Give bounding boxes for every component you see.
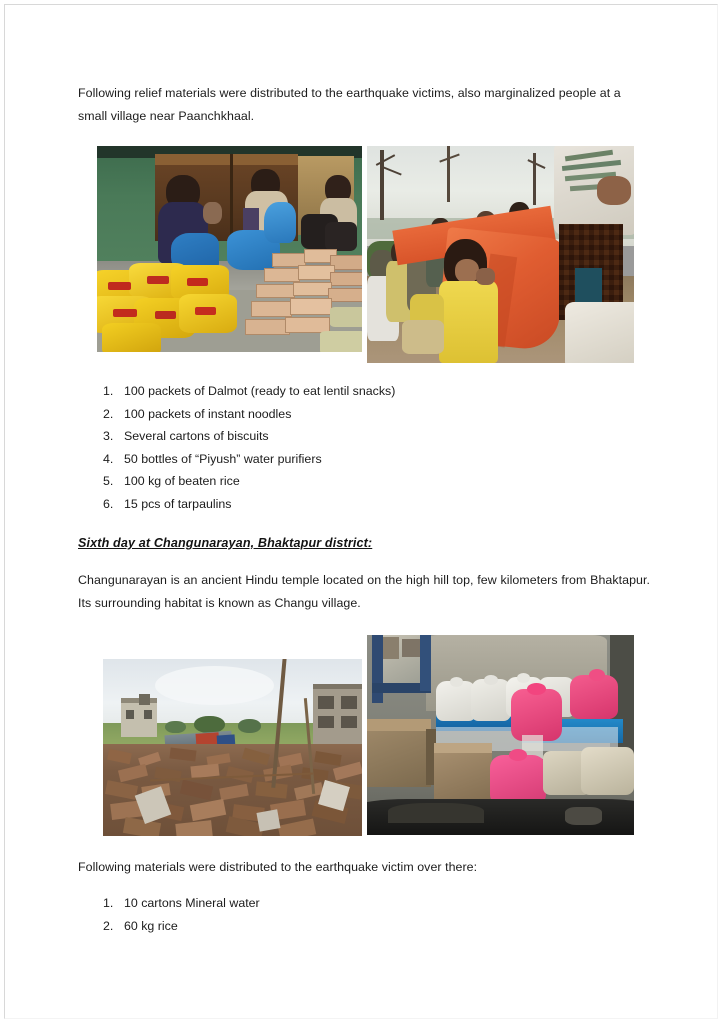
- spacer: [78, 128, 650, 146]
- list-item-label: 10 cartons Mineral water: [124, 896, 260, 910]
- list-item-number: 6.: [103, 496, 114, 511]
- list-item-label: 60 kg rice: [124, 918, 178, 933]
- spacer: [78, 553, 650, 569]
- list-item: [78, 403, 650, 426]
- list-item: [78, 493, 650, 516]
- photo-row-bottom: [78, 635, 650, 837]
- list-item-label: 100 kg of beaten rice: [124, 474, 240, 488]
- list-item: [78, 892, 650, 915]
- photo-relief-packing-indoors: [97, 146, 362, 352]
- paragraph-changunarayan: Changunarayan is an ancient Hindu temple located on the high hill top, few kilometers from Bhaktapur. Its surrounding habitat is known as Changu village.: [78, 573, 650, 610]
- spacer: [78, 363, 650, 380]
- spacer: [78, 879, 650, 892]
- list-item-label: Several cartons of biscuits: [124, 429, 269, 443]
- list-item: [78, 470, 650, 493]
- list-item-number: 1.: [103, 384, 114, 398]
- photo-row-top: [78, 146, 650, 363]
- list-item-number: 2.: [103, 918, 114, 933]
- spacer: [78, 837, 650, 856]
- paragraph-distribution-intro: Following materials were distributed to the earthquake victim over there:: [78, 860, 478, 874]
- list-item-label: 50 bottles of “Piyush” water purifiers: [124, 451, 322, 466]
- section-heading-sixth-day: Sixth day at Changunarayan, Bhaktapur district:: [78, 536, 373, 550]
- list-item: [78, 448, 650, 471]
- relief-materials-list-1: [78, 380, 650, 515]
- list-item-number: 5.: [103, 474, 114, 488]
- paragraph-intro: Following relief materials were distributed to the earthquake victims, also marginalized people at a small village near Paanchkhaal.: [78, 86, 621, 123]
- list-item-number: 4.: [103, 451, 114, 466]
- spacer: [78, 615, 650, 635]
- list-item-number: 2.: [103, 406, 114, 421]
- spacer: [78, 515, 650, 533]
- document-content: [78, 82, 650, 937]
- list-item-label: 15 pcs of tarpaulins: [124, 496, 232, 511]
- photo-supplies-in-vehicle: [367, 635, 634, 835]
- list-item-number: 1.: [103, 896, 114, 910]
- list-item: [78, 425, 650, 448]
- list-item-label: 100 packets of instant noodles: [124, 406, 292, 421]
- photo-tarpaulin-distribution: [367, 146, 634, 363]
- list-item-label: 100 packets of Dalmot (ready to eat lentil snacks): [124, 384, 396, 398]
- relief-materials-list-2: [78, 892, 650, 937]
- photo-earthquake-rubble: [103, 659, 362, 836]
- list-item: [78, 380, 650, 403]
- list-item: [78, 915, 650, 938]
- list-item-number: 3.: [103, 429, 114, 443]
